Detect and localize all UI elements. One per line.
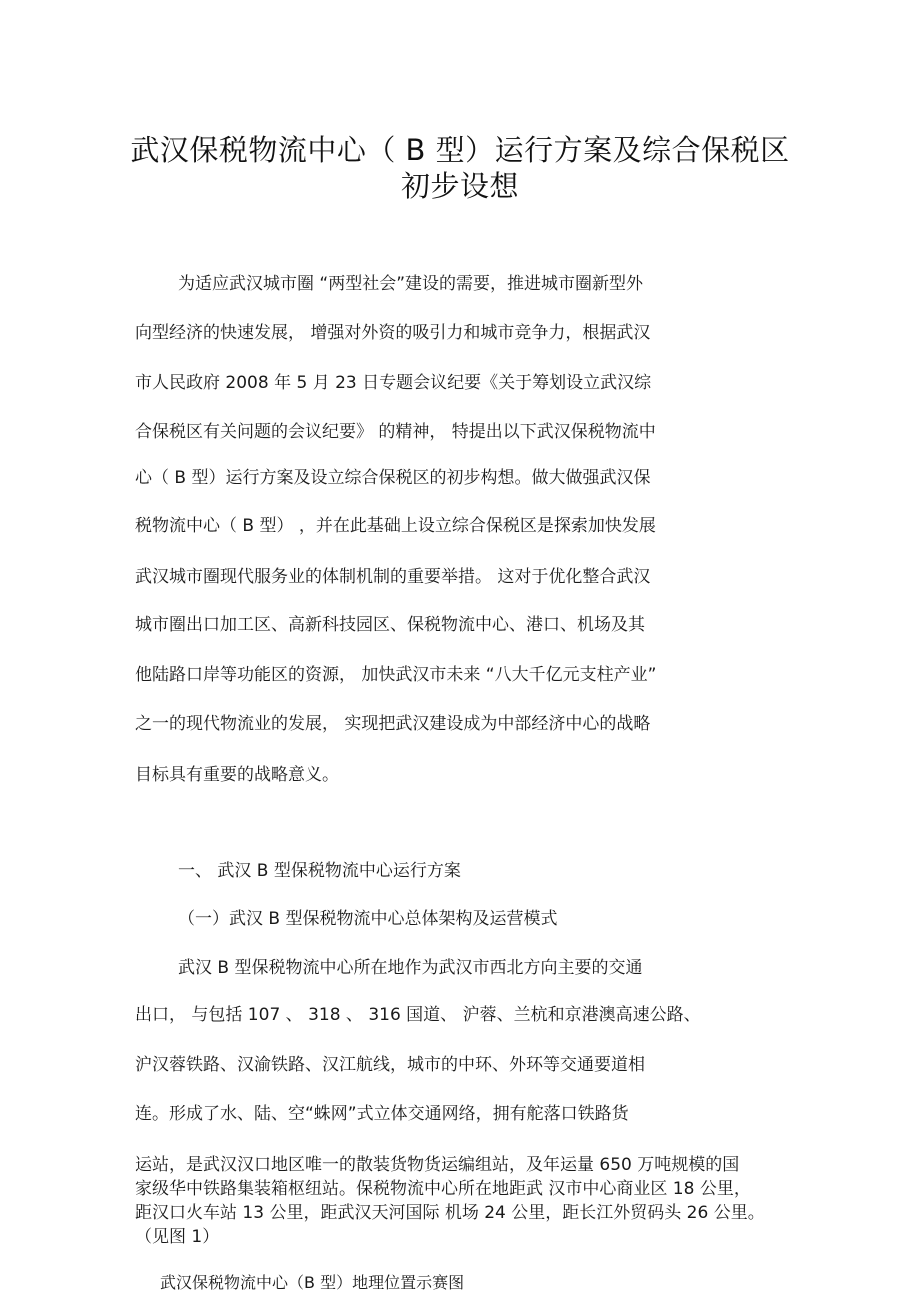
intro-line-2: 向型经济的快速发展， 增强对外资的吸引力和城市竞争力，根据武汉 (135, 323, 651, 343)
intro-line-1: 为适应武汉城市圈 “两型社会”建设的需要，推进城市圈新型外 (178, 274, 644, 294)
intro-line-6: 税物流中心（ B 型） ，并在此基础上设立综合保税区是探索加快发展 (135, 516, 656, 536)
body-dense-line-2: 家级华中铁路集装箱枢纽站。保税物流中心所在地距武 汉市中心商业区 18 公里， (135, 1179, 751, 1199)
intro-line-5: 心（ B 型）运行方案及设立综合保税区的初步构想。做大做强武汉保 (135, 468, 651, 488)
body-line-3: 沪汉蓉铁路、汉渝铁路、汉江航线，城市的中环、外环等交通要道相 (135, 1055, 645, 1075)
body-dense-line-3: 距汉口火车站 13 公里，距武汉天河国际 机场 24 公里，距长江外贸码头 26 公里。 (135, 1203, 765, 1223)
intro-line-8: 城市圈出口加工区、高新科技园区、保税物流中心、港口、机场及其 (135, 615, 645, 635)
intro-line-7: 武汉城市圈现代服务业的体制机制的重要举措。 这对于优化整合武汉 (135, 567, 651, 587)
document-title-line-1: 武汉保税物流中心（ B 型）运行方案及综合保税区 (130, 133, 790, 167)
intro-line-11: 目标具有重要的战略意义。 (135, 765, 339, 785)
subsection-1-heading: （一）武汉 B 型保税物流中心总体架构及运营模式 (178, 909, 558, 929)
intro-line-10: 之一的现代物流业的发展， 实现把武汉建设成为中部经济中心的战略 (135, 714, 651, 734)
figure-caption: 武汉保税物流中心（B 型）地理位置示赛图 (160, 1273, 465, 1292)
document-title-line-2: 初步设想 (400, 169, 519, 203)
intro-line-9: 他陆路口岸等功能区的资源， 加快武汉市未来 “八大千亿元支柱产业” (135, 665, 657, 685)
body-line-2: 出口， 与包括 107 、 318 、 316 国道、 沪蓉、兰杭和京港澳高速公路、 (135, 1005, 701, 1025)
body-dense-line-1: 运站，是武汉汉口地区唯一的散装货物货运编组站，及年运量 650 万吨规模的国 (135, 1155, 740, 1175)
body-line-1: 武汉 B 型保税物流中心所在地作为武汉市西北方向主要的交通 (178, 958, 643, 978)
body-dense-line-4: （见图 1） (135, 1227, 220, 1247)
intro-line-3: 市人民政府 2008 年 5 月 23 日专题会议纪要《关于筹划设立武汉综 (135, 373, 652, 393)
section-1-heading: 一、 武汉 B 型保税物流中心运行方案 (178, 861, 461, 881)
intro-line-4: 合保税区有关问题的会议纪要》 的精神， 特提出以下武汉保税物流中 (135, 422, 656, 442)
body-line-4: 连。形成了水、陆、空“蛛网”式立体交通网络，拥有舵落口铁路货 (135, 1104, 629, 1124)
